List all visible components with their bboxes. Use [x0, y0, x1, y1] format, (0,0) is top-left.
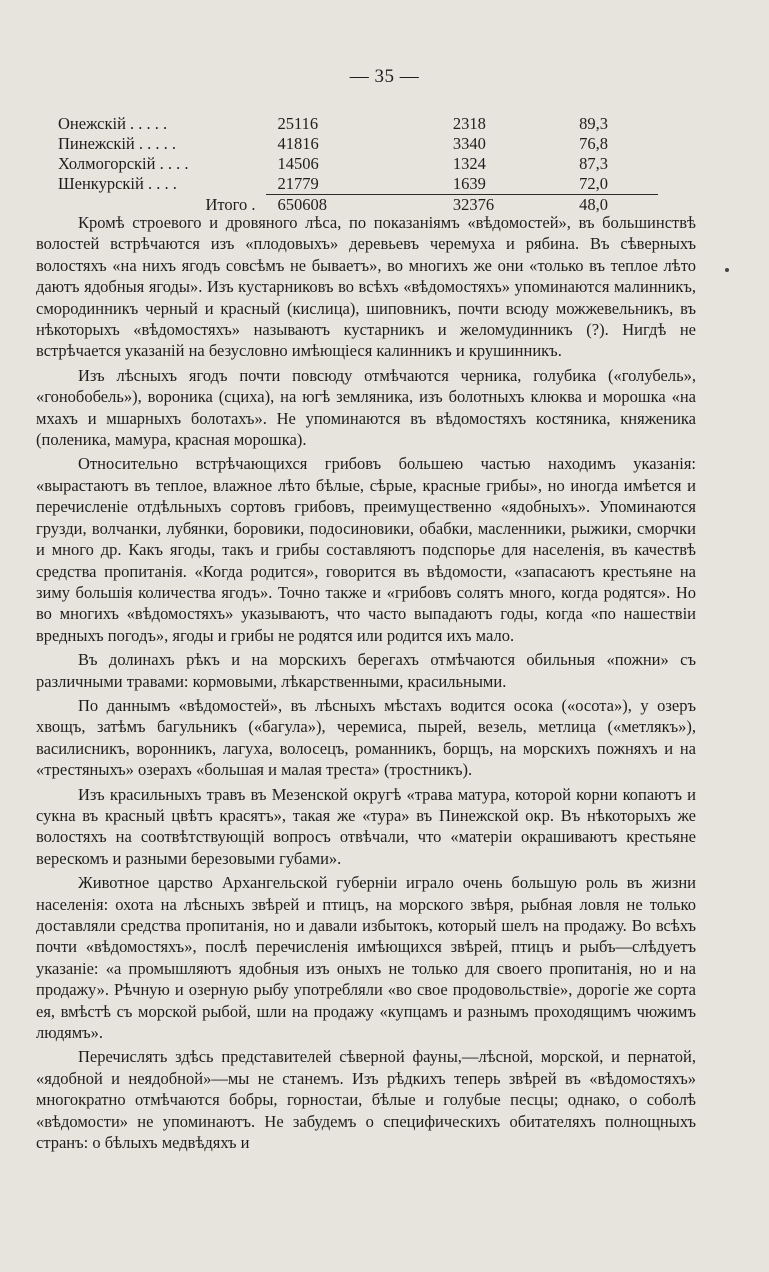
page-number: — 35 — — [349, 66, 420, 87]
district-name: Онежскій . . . . . — [58, 114, 168, 133]
value-a: 25116 — [277, 114, 319, 133]
statistics-table — [58, 114, 658, 215]
value-b: 1639 — [452, 174, 486, 193]
paragraph: Изъ красильныхъ травъ въ Мезенской округѣ «трава матура, которой корни копаютъ и сукна въ красный цвѣтъ красятъ», такая же «тура» въ Пинежской окр. Въ нѣкоторыхъ же волостяхъ на соотвѣтствующій вопросъ отвѣчали, что «матеріи окрашиваютъ крестьяне верескомъ и разными березовыми губами». — [36, 784, 696, 868]
value-a: 14506 — [277, 154, 319, 173]
table-row — [58, 154, 658, 174]
paragraph: Перечислять здѣсь представителей сѣверной фауны,—лѣсной, морской, и пернатой, «ядобной и неядобной»—мы не станемъ. Изъ рѣдкихъ теперь звѣрей въ «вѣдомостяхъ» многократно отмѣчаются бобры, горностаи, бѣлые и голубые песцы; однако, о соболѣ «вѣдомости» не упоминаютъ. Не забудемъ о специфическихъ обитателяхъ полнощныхъ странъ: о бѣлыхъ медвѣдяхъ и — [36, 1047, 696, 1153]
value-c: 87,3 — [579, 154, 608, 173]
value-a: 21779 — [277, 174, 319, 193]
paragraph: Кромѣ строевого и дровяного лѣса, по показаніямъ «вѣдомостей», въ большинствѣ волостей встрѣчаются изъ «плодовыхъ» деревьевъ черемуха и рябина. Въ сѣверныхъ волостяхъ «на нихъ ягодъ совсѣмъ не бываетъ», во многихъ же они «только въ теплое лѣто даютъ ядобныя ягоды». Изъ кустарниковъ во всѣхъ «вѣдомостяхъ» упоминаются малинникъ, смородинникъ черный и красный (кислица), шиповникъ, почти всюду можжевельникъ, въ нѣкоторыхъ «вѣдомостяхъ» называютъ кустарникъ и желомудинникъ (?). Нигдѣ не встрѣчается указаній на безусловно имѣющіеся калинникъ и крушинникъ. — [36, 213, 696, 361]
ink-spot — [725, 268, 729, 272]
table-row — [58, 174, 658, 195]
table-row — [58, 114, 658, 134]
total-value-a: 650608 — [266, 195, 405, 216]
value-b: 2318 — [452, 114, 486, 133]
value-c: 76,8 — [579, 134, 608, 153]
district-name: Холмогорскій . . . . — [58, 154, 189, 173]
paragraph: Относительно встрѣчающихся грибовъ большею частью находимъ указанія: «вырастаютъ въ теплое, влажное лѣто бѣлые, сѣрые, красные грибы», но иногда имѣется и перечисленіе отдѣльныхъ сортовъ грибовъ, преимущественно «ядобныхъ». Упоминаются грузди, волчанки, лубянки, боровики, подосиновики, обабки, масленники, рыжики, сморчки и много др. Какъ ягоды, такъ и грибы составляютъ подспорье для населенія, въ качествѣ средства пропитанія. «Когда родится», говорится въ вѣдомости, «запасаютъ крестьяне на зиму большія количества ягодъ». Точно также и «грибовъ солятъ много, когда родятся». Но во многихъ «вѣдомостяхъ» указываютъ, что часто выпадаютъ годы, когда «по нашествіи вредныхъ погодъ», ягоды и грибы не родятся или родится ихъ мало. — [36, 454, 696, 645]
value-c: 89,3 — [579, 114, 608, 133]
value-b: 1324 — [452, 154, 486, 173]
value-c: 72,0 — [579, 174, 608, 193]
body-text — [36, 212, 696, 1156]
total-label: Итого . — [205, 194, 256, 214]
paragraph: Въ долинахъ рѣкъ и на морскихъ берегахъ отмѣчаются обильныя «пожни» съ различными травами: кормовыми, лѣкарственными, красильными. — [36, 650, 696, 691]
value-b: 3340 — [452, 134, 486, 153]
total-value-b: 32376 — [405, 195, 579, 216]
table-row — [58, 134, 658, 154]
total-value-c: 48,0 — [579, 195, 658, 216]
paragraph: По даннымъ «вѣдомостей», въ лѣсныхъ мѣстахъ водится осока («осота»), у озеръ хвощъ, затѣмъ багульникъ («багула»), черемиса, пырей, везель, метлица («метлякъ»), василисникъ, воронникъ, лагуха, волосецъ, романникъ, борщъ, на морскихъ пожняхъ и на «трестяныхъ» озерахъ «большая и малая треста» (тростникъ). — [36, 695, 696, 780]
value-a: 41816 — [277, 134, 319, 153]
district-name: Шенкурскій . . . . — [58, 174, 177, 194]
paragraph: Животное царство Архангельской губерніи играло очень большую роль въ жизни населенія: охота на лѣсныхъ звѣрей и птицъ, на морского звѣря, рыбная ловля не только доставляли средства пропитанія, но и давали избытокъ, который шелъ на продажу. Во всѣхъ почти «вѣдомостяхъ», послѣ перечисленія имѣющихся звѣрей, птицъ и рыбъ—слѣдуетъ указаніе: «а промышляютъ ядобныя изъ оныхъ не только для своего пропитанія, но и на продажу». Рѣчную и озерную рыбу употребляли «во свое продовольствіе», дорогіе же сорта ея, вмѣстѣ съ морской рыбой, шли на продажу «купцамъ и разнымъ проходящимъ чюжимъ людямъ». — [36, 873, 696, 1043]
district-name: Пинежскій . . . . . — [58, 134, 177, 153]
paragraph: Изъ лѣсныхъ ягодъ почти повсюду отмѣчаются черника, голубика («голубель», «гонобобель»), вороника (сциха), на югѣ земляника, изъ болотныхъ клюква и морошка «на мхахъ и мшарныхъ болотахъ». Не упоминаются въ вѣдомостяхъ костяника, княженика (поленика, мамура, красная морошка). — [36, 365, 696, 450]
